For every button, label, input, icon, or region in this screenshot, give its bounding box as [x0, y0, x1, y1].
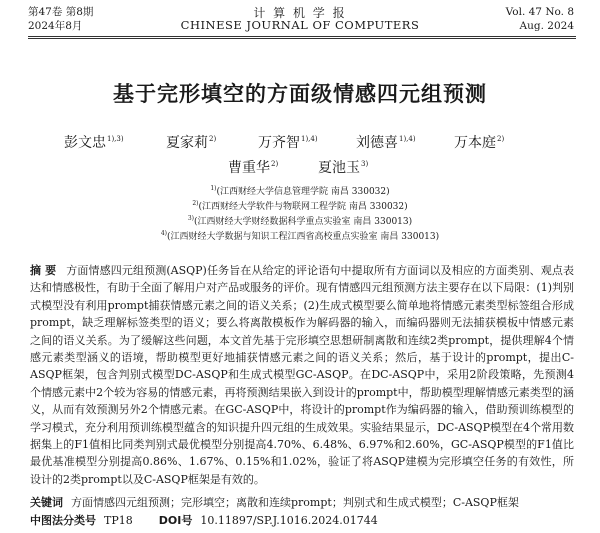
keywords [30, 496, 519, 510]
affiliation: $^{2)}$(江西财经大学软件与物联网工程学院 南昌 330032) [192, 200, 408, 212]
abstract [30, 262, 574, 488]
author: 夏池玉$^{3)}$ [318, 160, 369, 176]
header-rule-thin [28, 38, 576, 39]
author: 彭文忠$^{1),3)}$ [64, 135, 124, 151]
date-cn: 2024年8月 [28, 20, 83, 32]
abstract-text: 方面情感四元组预测(ASQP)任务旨在从给定的评论语句中提取所有方面词以及相应的方面类别、观点表达和情感极性，有助于全面了解用户对产品或服务的评价。现有情感四元组预测方法主要存在以下局限：(1)判别式模型没有利用prompt捕获情感元素之间的语义关系；(2)生成式模型要么简单地将情感元素类型标签组合形成prompt，缺乏理解标签类型的语义；要么将离散模板作为解码器的输入，而编码器则无法捕获模板中情感元素之间的语义关系。为了缓解这些问题，本文首先基于完形填空思想研制离散和连续2类prompt，提供理解4个情感元素类型涵义的语境，帮助模型更好地捕获情感元素之间的语义关系；然后，基于设计的prompt，提出C-ASQP框架，包含判别式模型DC-ASQP和生成式模型GC-ASQP。在DC-ASQP中，采用2阶段策略，先预测4个情感元素中2个较为容易的情感元素，再将预测结果嵌入到设计的prompt中，帮助模型理解情感元素类型的涵义，从而有效预测另外2个情感元素。在GC-ASQP中，将设计的prompt作为编码器的输入，借助预训练模型的学习模式，充分利用预训练模型蕴含的知识提升四元组的生成效果。实验结果显示，DC-ASQP模型在4个常用数据集上的F1值相比同类判别式最优模型分别提高4.70%、6.48%、6.97%和2.60%，GC-ASQP模型的F1值比最优基准模型分别提高0.86%、1.67%、0.15%和1.02%，验证了将ASQP建模为完形填空任务的有效性，所设计的2类prompt以及C-ASQP框架是有效的。 [30, 264, 574, 486]
author: 夏家莉$^{2)}$ [166, 135, 217, 151]
journal-name-en: CHINESE JOURNAL OF COMPUTERS [180, 18, 420, 32]
paper-title: 基于完形填空的方面级情感四元组预测 [113, 82, 487, 106]
journal-name-cn: 计 算 机 学 报 [253, 6, 347, 20]
author: 曹重华$^{2)}$ [228, 160, 279, 176]
affiliation: $^{1)}$(江西财经大学信息管理学院 南昌 330032) [210, 185, 390, 197]
classification-value: TP18 [104, 514, 133, 527]
date-en: Aug. 2024 [519, 20, 574, 32]
doi-value: 10.11897/SP.J.1016.2024.01744 [200, 514, 378, 527]
keywords-label: 关键词 [30, 496, 63, 509]
classification-label: 中图法分类号 [30, 514, 96, 527]
author: 万齐智$^{1),4)}$ [258, 135, 318, 151]
abstract-label: 摘 要 [30, 264, 57, 277]
affiliation: $^{3)}$(江西财经大学财经数据科学重点实验室 南昌 330013) [187, 215, 413, 227]
keywords-text: 方面情感四元组预测；完形填空；离散和连续prompt；判别式和生成式模型；C-ASQP框架 [71, 496, 519, 509]
doi-label: DOI号 [158, 514, 193, 527]
classification [30, 514, 378, 528]
header-rule [28, 36, 576, 37]
author: 万本庭$^{2)}$ [454, 135, 505, 151]
affiliation: $^{4)}$(江西财经大学数据与知识工程江西省高校重点实验室 南昌 330013) [160, 230, 440, 242]
volume-issue-cn: 第47卷 第8期 [28, 6, 94, 18]
journal-header [0, 0, 600, 40]
volume-issue-en: Vol. 47 No. 8 [505, 6, 574, 18]
author: 刘德喜$^{1),4)}$ [356, 135, 416, 151]
